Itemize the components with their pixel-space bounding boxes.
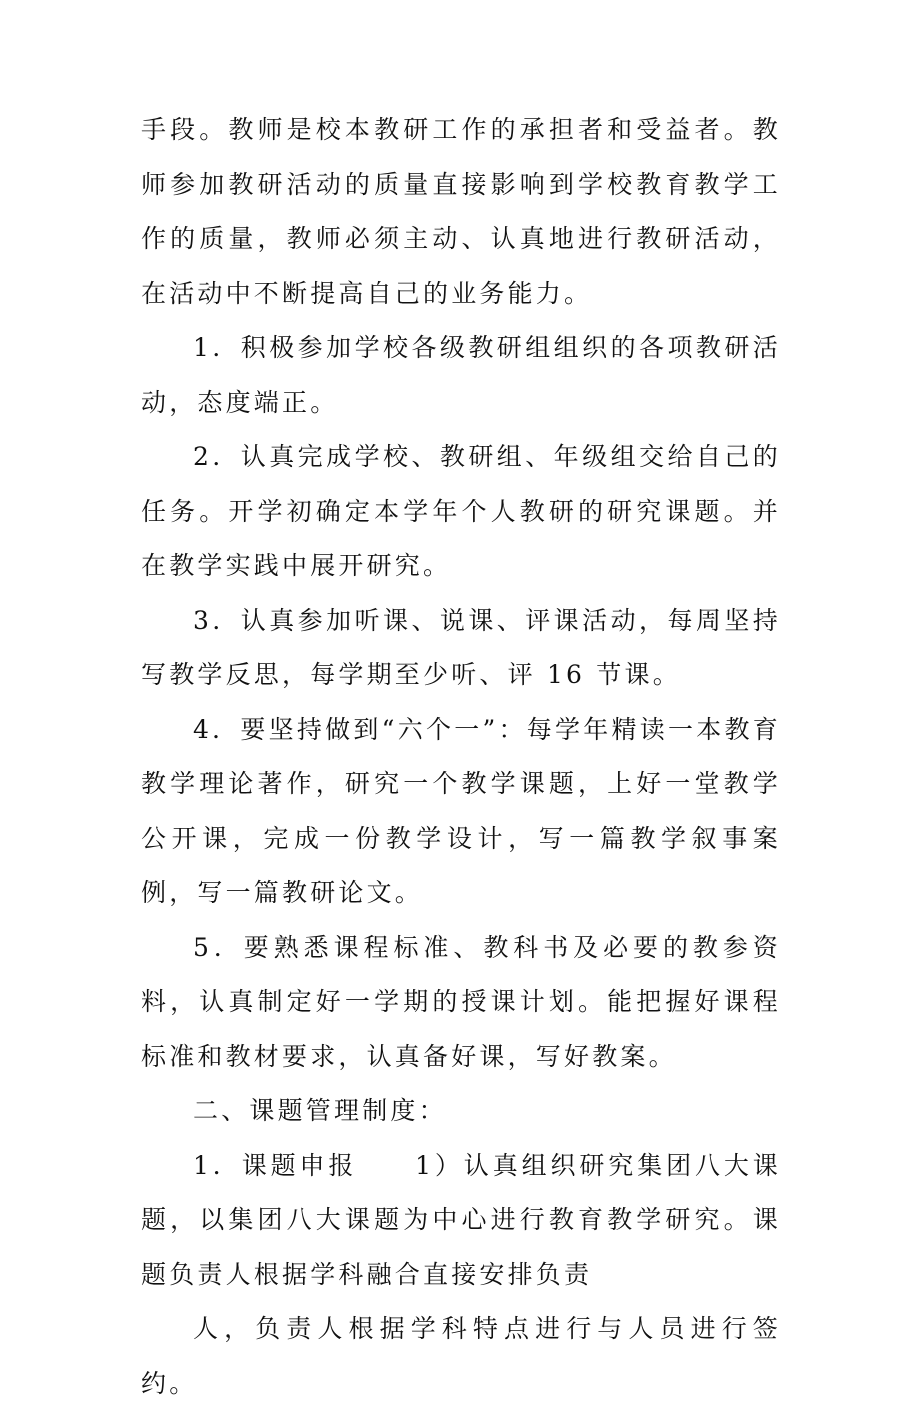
section-heading: 二、课题管理制度：: [193, 1096, 447, 1125]
paragraph-2: 1．积极参加学校各级教研组组织的各项教研活动，态度端正。: [141, 333, 781, 417]
paragraph-9: 人，负责人根据学科特点进行与人员进行签约。: [141, 1314, 781, 1398]
paragraph-8: 1．课题申报 1）认真组织研究集团八大课题，以集团八大课题为中心进行教育教学研究。课题负责人根据学科融合直接安排负责: [141, 1150, 781, 1289]
paragraph-4: 3．认真参加听课、说课、评课活动，每周坚持写教学反思，每学期至少听、评 16 节课。: [141, 605, 781, 689]
document-body: [141, 103, 781, 1411]
paragraph-6: 5．要熟悉课程标准、教科书及必要的教参资料，认真制定好一学期的授课计划。能把握好课程标准和教材要求，认真备好课，写好教案。: [141, 932, 781, 1071]
paragraph-3: 2．认真完成学校、教研组、年级组交给自己的任务。开学初确定本学年个人教研的研究课题。并在教学实践中展开研究。: [141, 442, 781, 580]
paragraph-1: 手段。教师是校本教研工作的承担者和受益者。教师参加教研活动的质量直接影响到学校教育教学工作的质量，教师必须主动、认真地进行教研活动，在活动中不断提高自己的业务能力。: [141, 115, 781, 308]
paragraph-5: 4．要坚持做到“六个一”：每学年精读一本教育教学理论著作，研究一个教学课题，上好一堂教学公开课，完成一份教学设计，写一篇教学叙事案例，写一篇教研论文。: [141, 714, 781, 907]
